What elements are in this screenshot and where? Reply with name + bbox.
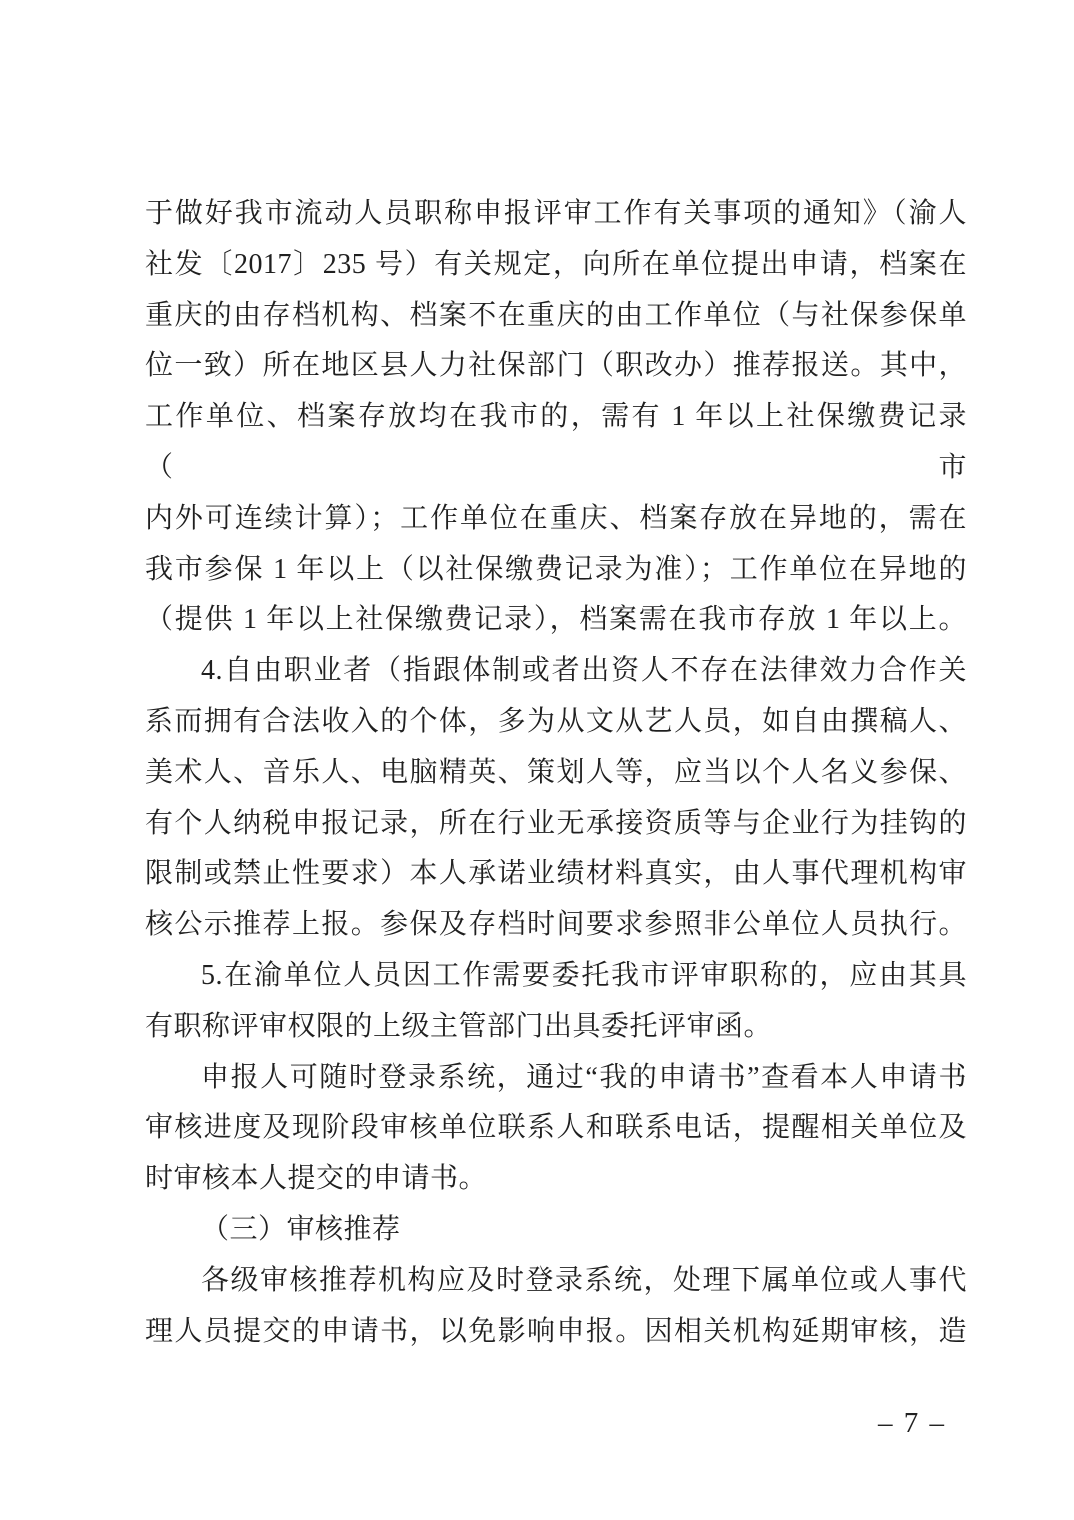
text-line: 位一致）所在地区县人力社保部门（职改办）推荐报送。其中， [145,350,967,382]
text-line paragraph-start: 4.自由职业者（指跟体制或者出资人不存在法律效力合作关 [201,655,967,687]
text-line: 美术人、音乐人、电脑精英、策划人等，应当以个人名义参保、 [145,756,967,788]
text-line: （提供 1 年以上社保缴费记录），档案需在我市存放 1 年以上。 [145,604,967,636]
text-line: 限制或禁止性要求）本人承诺业绩材料真实，由人事代理机构审 [145,858,967,890]
text-line: 理人员提交的申请书，以免影响申报。因相关机构延期审核，造 [145,1315,967,1347]
text-line: 有个人纳税申报记录，所在行业无承接资质等与企业行为挂钩的 [145,807,967,839]
text-line paragraph-start: 5.在渝单位人员因工作需要委托我市评审职称的，应由其具 [201,959,967,991]
document-body [145,189,967,1357]
page-number: – 7 – [878,1407,946,1439]
text-line paragraph-start: 申报人可随时登录系统，通过“我的申请书”查看本人申请书 [201,1061,967,1093]
text-line: 重庆的由存档机构、档案不在重庆的由工作单位（与社保参保单 [145,299,967,331]
text-line: 我市参保 1 年以上（以社保缴费记录为准）；工作单位在异地的 [145,553,967,585]
text-line: 系而拥有合法收入的个体，多为从文从艺人员，如自由撰稿人、 [145,705,967,737]
text-line: 审核进度及现阶段审核单位联系人和联系电话，提醒相关单位及 [145,1112,967,1144]
text-line paragraph-end: 时审核本人提交的申请书。 [145,1163,488,1195]
text-line: 社发〔2017〕235 号）有关规定，向所在单位提出申请，档案在 [145,248,967,280]
section-heading: （三）审核推荐 [201,1213,401,1245]
text-line: 核公示推荐上报。参保及存档时间要求参照非公单位人员执行。 [145,909,967,941]
text-line: 工作单位、档案存放均在我市的，需有 1 年以上社保缴费记录（市 [145,401,967,483]
text-line: 于做好我市流动人员职称申报评审工作有关事项的通知》（渝人 [145,198,967,229]
text-line paragraph-start: 各级审核推荐机构应及时登录系统，处理下属单位或人事代 [201,1264,967,1296]
text-line paragraph-end: 有职称评审权限的上级主管部门出具委托评审函。 [145,1010,773,1042]
text-line: 内外可连续计算）；工作单位在重庆、档案存放在异地的，需在 [145,502,967,534]
